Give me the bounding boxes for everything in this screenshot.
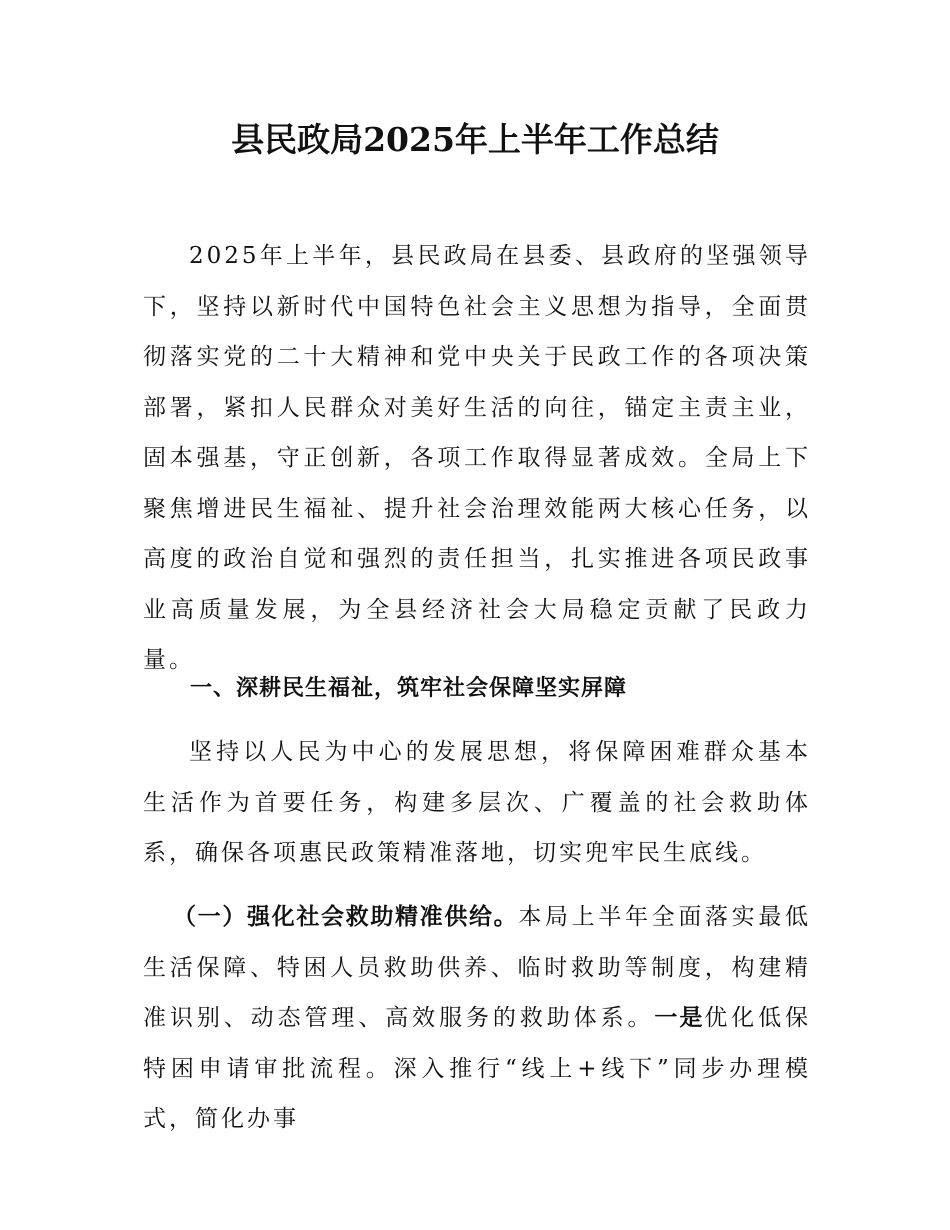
subsection-1-lead: （一）强化社会救助精准供给。 — [173, 904, 519, 930]
subsection-1-point-label: 一是 — [654, 1005, 705, 1031]
document-title: 县民政局2025年上半年工作总结 — [231, 120, 719, 159]
subsection-1-text-b: 优化低保特困申请审批流程。深入推行“线上+线下”同步办理模式，简化办事 — [143, 1005, 812, 1132]
subsection-1-text-a: 本局上半年全面落实最低生活保障、特困人员救助供养、临时救助等制度，构建精准识别、动态管理、高效服务的救助体系。 — [143, 904, 812, 1031]
intro-paragraph: 2025年上半年，县民政局在县委、县政府的坚强领导下，坚持以新时代中国特色社会主义思想为指导，全面贯彻落实党的二十大精神和党中央关于民政工作的各项决策部署，紧扣人民群众对美好生活的向往，锚定主责主业，固本强基，守正创新，各项工作取得显著成效。全局上下聚焦增进民生福祉、提升社会治理效能两大核心任务，以高度的政治自觉和强烈的责任担当，扎实推进各项民政事业高质量发展，为全县经济社会大局稳定贡献了民政力量。 — [143, 243, 811, 673]
subsection-1-paragraph — [143, 892, 811, 1145]
section-1-paragraph: 坚持以人民为中心的发展思想，将保障困难群众基本生活作为首要任务，构建多层次、广覆盖的社会救助体系，确保各项惠民政策精准落地，切实兜牢民生底线。 — [143, 739, 811, 866]
section-heading-1: 一、深耕民生福祉，筑牢社会保障坚实屏障 — [190, 676, 628, 701]
